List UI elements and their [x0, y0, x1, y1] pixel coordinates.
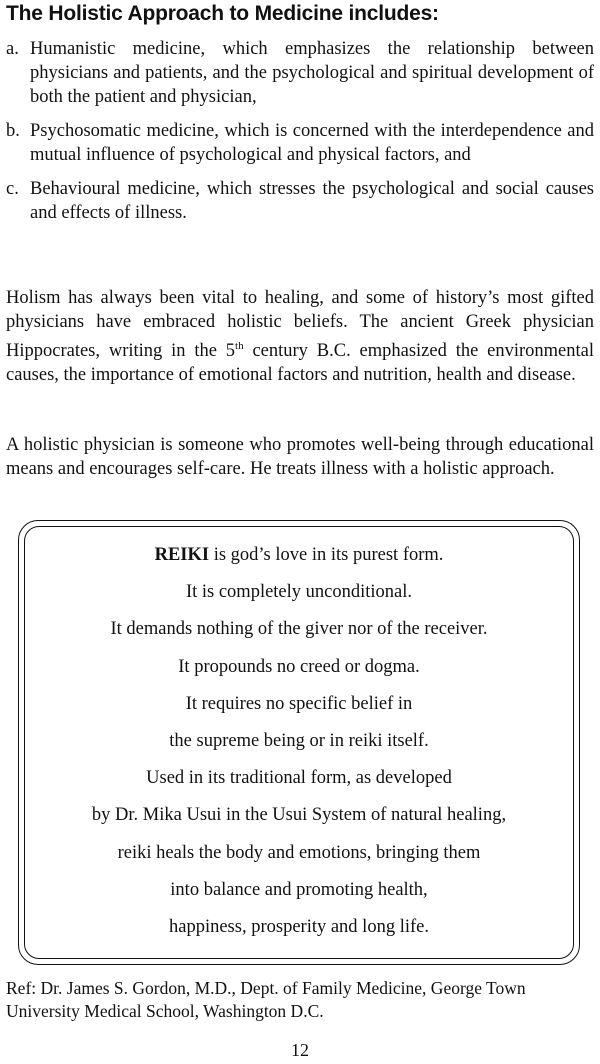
list-marker: b.: [6, 121, 20, 141]
reiki-line: the supreme being or in reiki itself.: [169, 730, 429, 751]
reiki-line: It propounds no creed or dogma.: [178, 656, 420, 677]
list-item: [6, 119, 594, 167]
list-item-text: Humanistic medicine, which emphasizes the relationship between physicians and patients, and the psychological and spiritual development of both the patient and physician,: [30, 39, 594, 107]
reiki-line: happiness, prosperity and long life.: [169, 916, 429, 937]
reiki-line: It demands nothing of the giver nor of the receiver.: [110, 619, 488, 640]
list-item-text: Psychosomatic medicine, which is concerned with the interdependence and mutual influence of psychological and physical factors, and: [30, 121, 594, 165]
holism-paragraph-text-end: century B.C. emphasized the environmental causes, the importance of emotional factors and nutrition, health and disease.: [6, 341, 594, 386]
reiki-line: It is completely unconditional.: [185, 582, 413, 603]
century-superscript: th: [235, 340, 244, 352]
reiki-quote: [25, 543, 573, 952]
list-item: [6, 177, 594, 225]
reiki-line: Used in its traditional form, as developed: [146, 768, 452, 789]
reiki-line: It requires no specific belief in: [185, 693, 413, 714]
list-marker: a.: [6, 39, 19, 59]
holistic-physician-paragraph: A holistic physician is someone who promotes well-being through educational means and encourages self-care. He treats illness with a holistic approach.: [6, 435, 594, 479]
reiki-box-inner-border: [24, 526, 574, 959]
reiki-line: reiki heals the body and emotions, bringing them: [117, 842, 481, 863]
reiki-box: [18, 520, 580, 965]
reiki-line: into balance and promoting health,: [170, 879, 428, 900]
list-item: [6, 37, 594, 109]
reiki-bold-word: REIKI: [154, 545, 210, 565]
reference-note: Ref: Dr. James S. Gordon, M.D., Dept. of Family Medicine, George Town University Medical School, Washington D.C.: [6, 978, 526, 1021]
list-marker: c.: [6, 179, 19, 199]
page-number: 12: [291, 1040, 309, 1060]
reiki-line: by Dr. Mika Usui in the Usui System of natural healing,: [91, 805, 507, 826]
holism-paragraph-text: Holism has always been vital to healing, and some of history’s most gifted physicians have embraced holistic beliefs. The ancient Greek physician Hippocrates, writing in the 5: [6, 288, 594, 362]
page-heading: The Holistic Approach to Medicine includes:: [6, 2, 439, 25]
holism-paragraph: [6, 286, 594, 387]
approach-list: [6, 37, 594, 235]
reiki-line: [25, 543, 573, 580]
reiki-line-text: is god’s love in its purest form.: [209, 545, 444, 565]
list-item-text: Behavioural medicine, which stresses the psychological and social causes and effects of illness.: [30, 179, 594, 223]
